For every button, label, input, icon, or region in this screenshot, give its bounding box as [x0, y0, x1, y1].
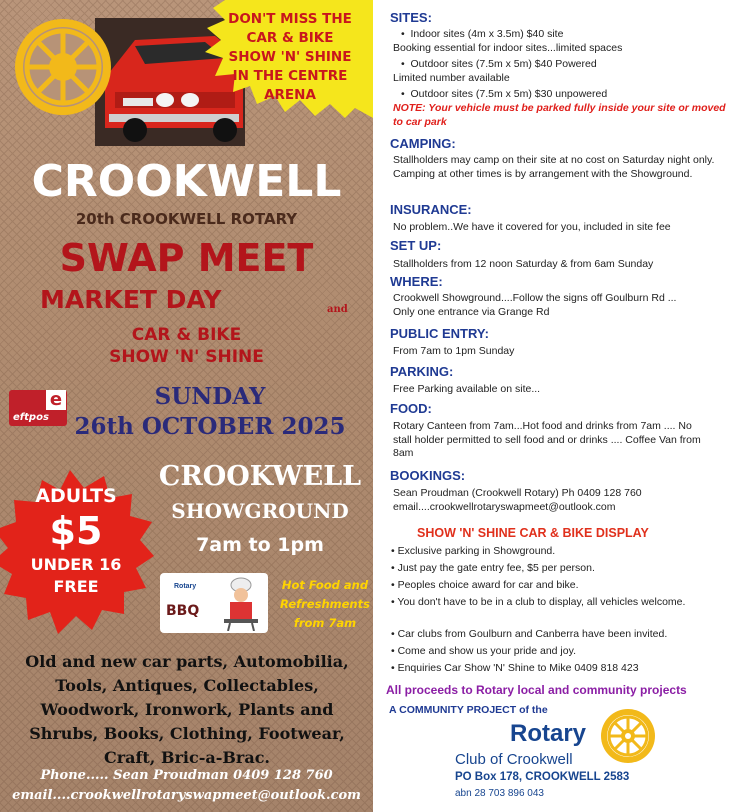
show-shine-heading: SHOW 'N' SHINE CAR & BIKE DISPLAY	[417, 526, 649, 540]
sites-heading: SITES:	[390, 10, 432, 25]
show-item: • Just pay the gate entry fee, $5 per person.	[391, 562, 595, 574]
sites-item-outdoor-unpowered: • Outdoor sites (7.5m x 5m) $30 unpowered	[401, 88, 608, 100]
show-item: • Come and show us your pride and joy.	[391, 645, 576, 657]
sites-item-indoor: • Indoor sites (4m x 3.5m) $40 site	[401, 28, 564, 40]
parking-heading: PARKING:	[390, 364, 454, 379]
town-title: CROOKWELL	[31, 156, 342, 207]
show-item: • You don't have to be in a club to display, all vehicles welcome.	[391, 596, 686, 608]
where-text-line1: Crookwell Showground....Follow the signs off Goulburn Rd ...	[393, 292, 677, 304]
car-bike-show-title: CAR & BIKE SHOW 'N' SHINE	[109, 325, 264, 367]
and-text: and	[327, 304, 348, 315]
market-day-title: MARKET DAY	[40, 285, 222, 314]
rotary-bbq-image: Rotary BBQ	[160, 573, 268, 633]
setup-heading: SET UP:	[390, 238, 442, 253]
rotary-club-name: Club of Crookwell	[455, 751, 573, 768]
items-list: Old and new car parts, Automobilia, Tools, Antiques, Collectables, Woodwork, Ironwork, Plants and Shrubs, Books, Clothing, Footwear, Craft, Bric-a-Brac.	[25, 652, 349, 767]
show-shine-callout-text: DON'T MISS THE CAR & BIKE SHOW 'N' SHINE IN THE CENTRE ARENA	[228, 11, 352, 103]
bookings-heading: BOOKINGS:	[390, 468, 466, 483]
food-heading: FOOD:	[390, 401, 432, 416]
rotary-wordmark: Rotary	[510, 720, 587, 747]
info-panel	[383, 0, 744, 812]
eftpos-logo: e eftpos	[9, 390, 67, 426]
bookings-contact: Sean Proudman (Crookwell Rotary) Ph 0409 128 760	[393, 487, 642, 499]
public-entry-text: From 7am to 1pm Sunday	[393, 345, 515, 357]
rotary-wheel-icon	[599, 707, 657, 765]
parking-text: Free Parking available on site...	[393, 383, 541, 395]
hot-food-text: Hot Food and Refreshments from 7am	[280, 578, 370, 630]
sites-item-outdoor-powered: • Outdoor sites (7.5m x 5m) $40 Powered	[401, 58, 597, 70]
where-heading: WHERE:	[390, 274, 443, 289]
contact-footer: Phone..... Sean Proudman 0409 128 760 email....crookwellrotaryswapmeet@outlook.com	[12, 768, 361, 803]
camping-heading: CAMPING:	[390, 136, 456, 151]
venue-block: CROOKWELL SHOWGROUND 7am to 1pm	[158, 461, 362, 556]
sites-vehicle-note: NOTE: Your vehicle must be parked fully inside your site or moved to car park	[393, 102, 726, 128]
abn-number: abn 28 703 896 043	[455, 788, 544, 799]
show-item: • Car clubs from Goulburn and Canberra have been invited.	[391, 628, 668, 640]
show-item: • Peoples choice award for car and bike.	[391, 579, 579, 591]
swap-meet-title: SWAP MEET	[59, 236, 314, 280]
show-item: • Exclusive parking in Showground.	[391, 545, 556, 557]
bookings-email: email....crookwellrotaryswapmeet@outlook.com	[393, 501, 616, 513]
sites-booking-note: Booking essential for indoor sites...limited spaces	[393, 42, 623, 54]
proceeds-text: All proceeds to Rotary local and community projects	[386, 683, 687, 697]
food-text: Rotary Canteen from 7am...Hot food and drinks from 7am .... No stall holder permitted to sell food and or drinks .... Coffee Van from 8am	[393, 420, 701, 459]
public-entry-heading: PUBLIC ENTRY:	[390, 326, 489, 341]
chef-icon	[218, 577, 264, 631]
where-text-line2: Only one entrance via Grange Rd	[393, 306, 550, 318]
event-date: SUNDAY 26th OCTOBER 2025	[74, 383, 346, 440]
po-box: PO Box 178, CROOKWELL 2583	[455, 771, 630, 783]
edition-subtitle: 20th CROOKWELL ROTARY	[75, 210, 298, 228]
insurance-heading: INSURANCE:	[390, 202, 472, 217]
community-project-text: A COMMUNITY PROJECT of the	[389, 704, 548, 716]
insurance-text: No problem..We have it covered for you, included in site fee	[393, 221, 671, 233]
setup-text: Stallholders from 12 noon Saturday & from 6am Sunday	[393, 258, 654, 270]
price-badge-text: ADULTS $5 UNDER 16 FREE	[30, 485, 122, 596]
show-item: • Enquiries Car Show 'N' Shine to Mike 0409 818 423	[391, 662, 639, 674]
rotary-wheel-icon	[8, 12, 118, 122]
sites-limited-note: Limited number available	[393, 72, 510, 84]
camping-text: Stallholders may camp on their site at no cost on Saturday night only. Camping at other times is by arrangement with the Showground.	[393, 154, 715, 180]
